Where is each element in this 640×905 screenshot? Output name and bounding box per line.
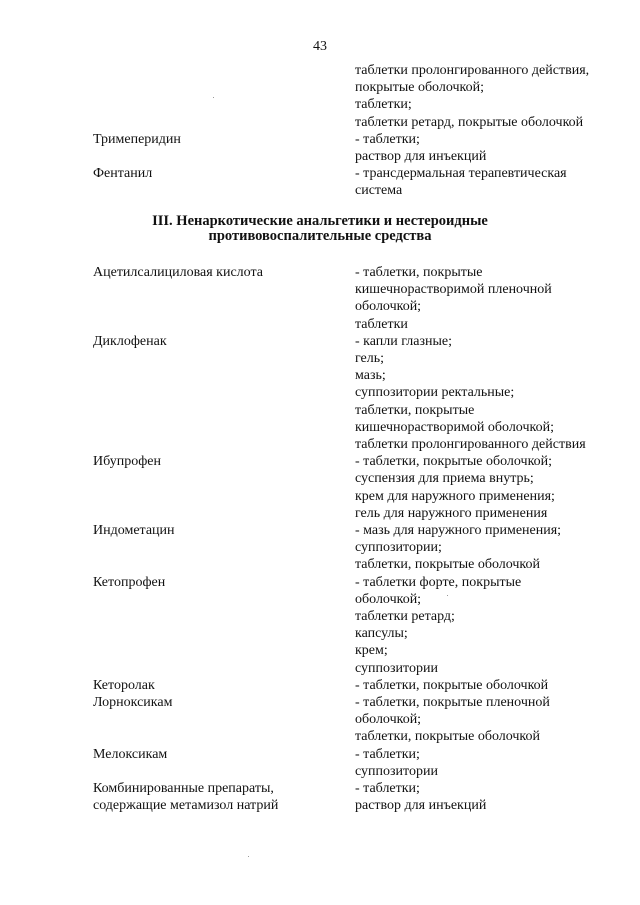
dosage-forms — [355, 333, 625, 453]
dosage-form-line: таблетки ретард, покрытые оболочкой — [355, 114, 584, 130]
drug-row — [0, 62, 640, 131]
opioid-drug-list-continued — [0, 62, 640, 200]
dosage-form-line: капсулы; — [355, 626, 408, 642]
drug-name: Лорноксикам — [93, 695, 173, 711]
dosage-form-line: гель; — [355, 351, 385, 367]
dosage-form-line: суппозитории — [355, 763, 438, 779]
dosage-forms — [355, 131, 625, 165]
section-heading-line-1: III. Ненаркотические анальгетики и нестероидные — [152, 213, 488, 229]
dosage-form-line: - таблетки, покрытые пленочной — [355, 695, 550, 711]
dosage-form-line: суппозитории — [355, 660, 438, 676]
drug-name: Ибупрофен — [93, 454, 161, 470]
drug-row — [0, 746, 640, 780]
dosage-form-line: раствор для инъекций — [355, 798, 487, 814]
dosage-forms — [355, 165, 625, 199]
dosage-form-line: крем для наружного применения; — [355, 488, 555, 504]
dosage-form-line: кишечнорастворимой пленочной — [355, 282, 552, 298]
drug-name: Индометацин — [93, 523, 175, 539]
scan-speck — [447, 595, 448, 596]
drug-name: Мелоксикам — [93, 746, 168, 762]
dosage-form-line: таблетки; — [355, 97, 412, 113]
dosage-form-line: оболочкой; — [355, 299, 422, 315]
dosage-forms — [355, 780, 625, 814]
dosage-forms — [355, 677, 625, 694]
dosage-forms — [355, 453, 625, 522]
dosage-form-line: таблетки пролонгированного действия — [355, 437, 586, 453]
drug-row — [0, 574, 640, 677]
dosage-forms — [355, 694, 625, 746]
dosage-form-line: - трансдермальная терапевтическая — [355, 166, 567, 182]
dosage-form-line: суспензия для приема внутрь; — [355, 471, 534, 487]
drug-name: Тримеперидин — [93, 131, 181, 147]
scan-speck — [248, 856, 249, 857]
drug-row — [0, 264, 640, 333]
drug-row — [0, 131, 640, 165]
dosage-forms — [355, 264, 625, 333]
section-heading — [0, 214, 640, 244]
dosage-form-line: система — [355, 183, 403, 199]
dosage-form-line: кишечнорастворимой оболочкой; — [355, 419, 554, 435]
drug-name: Фентанил — [93, 166, 153, 182]
dosage-form-line: - таблетки; — [355, 131, 420, 147]
nsaid-drug-list — [0, 264, 640, 815]
page-number: 43 — [313, 39, 327, 54]
drug-row — [0, 333, 640, 453]
drug-name: Кетопрофен — [93, 574, 166, 590]
dosage-form-line: таблетки — [355, 316, 408, 332]
dosage-form-line: крем; — [355, 643, 388, 659]
dosage-forms — [355, 574, 625, 677]
dosage-form-line: - таблетки; — [355, 781, 420, 797]
drug-row — [0, 165, 640, 199]
dosage-form-line: - таблетки, покрытые оболочкой; — [355, 454, 553, 470]
dosage-form-line: оболочкой; — [355, 591, 422, 607]
dosage-form-line: - капли глазные; — [355, 333, 453, 349]
drug-row — [0, 677, 640, 694]
dosage-forms — [355, 62, 625, 131]
dosage-form-line: оболочкой; — [355, 712, 422, 728]
dosage-form-line: - таблетки форте, покрытые — [355, 574, 522, 590]
dosage-forms — [355, 746, 625, 780]
dosage-form-line: таблетки ретард; — [355, 609, 455, 625]
dosage-form-line: гель для наружного применения — [355, 505, 548, 521]
dosage-form-line: - мазь для наружного применения; — [355, 523, 562, 539]
drug-name: Комбинированные препараты, содержащие метамизол натрий — [93, 781, 279, 814]
dosage-form-line: - таблетки, покрытые оболочкой — [355, 677, 549, 693]
drug-row — [0, 780, 640, 814]
dosage-form-line: - таблетки; — [355, 746, 420, 762]
drug-row — [0, 453, 640, 522]
dosage-forms — [355, 522, 625, 574]
drug-name: Ацетилсалициловая кислота — [93, 265, 263, 280]
drug-row — [0, 522, 640, 574]
dosage-form-line: раствор для инъекций — [355, 149, 487, 165]
dosage-form-line: суппозитории; — [355, 540, 442, 556]
dosage-form-line: таблетки пролонгированного действия, — [355, 63, 590, 78]
drug-name: Диклофенак — [93, 333, 167, 349]
dosage-form-line: таблетки, покрытые — [355, 402, 475, 418]
drug-row — [0, 694, 640, 746]
dosage-form-line: таблетки, покрытые оболочкой — [355, 557, 541, 573]
dosage-form-line: таблетки, покрытые оболочкой — [355, 729, 541, 745]
scan-speck — [213, 97, 214, 98]
section-heading-line-2: противовоспалительные средства — [208, 228, 432, 244]
dosage-form-line: - таблетки, покрытые — [355, 265, 483, 280]
dosage-form-line: покрытые оболочкой; — [355, 80, 485, 96]
drug-name: Кеторолак — [93, 677, 155, 693]
dosage-form-line: суппозитории ректальные; — [355, 385, 515, 401]
dosage-form-line: мазь; — [355, 368, 386, 384]
